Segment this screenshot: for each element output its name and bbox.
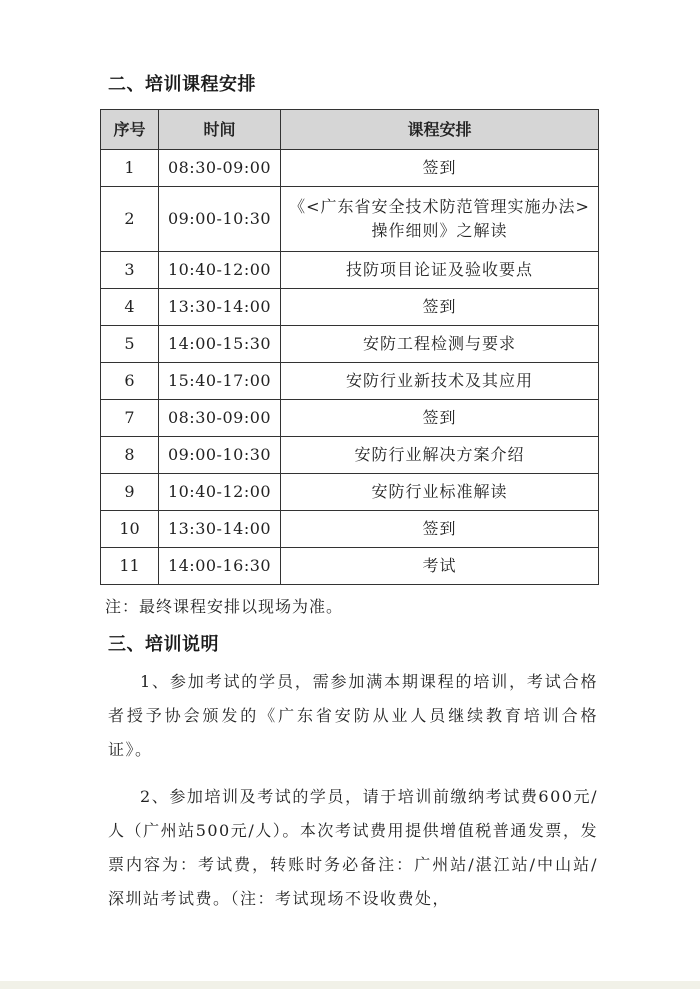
cell-time: 10:40-12:00 (159, 252, 281, 289)
table-row (101, 511, 599, 548)
paragraph-exam-fee: 2、参加培训及考试的学员，请于培训前缴纳考试费600元/人（广州站500元/人）。本次考试费用提供增值税普通发票，发票内容为：考试费，转账时务必备注：广州站/湛江站/中山站/深圳站考试费。（注：考试现场不设收费处， (108, 787, 598, 908)
cell-time: 09:00-10:30 (159, 437, 281, 474)
table-row (101, 289, 599, 326)
cell-time: 15:40-17:00 (159, 363, 281, 400)
section-heading-training-notes: 三、培训说明 (108, 634, 219, 655)
cell-time: 14:00-16:30 (159, 548, 281, 585)
page-bottom-edge (0, 981, 700, 989)
cell-seq: 6 (101, 363, 159, 400)
header-course: 课程安排 (281, 110, 599, 150)
cell-seq: 11 (101, 548, 159, 585)
paragraph-exam-requirement: 1、参加考试的学员，需参加满本期课程的培训，考试合格者授予协会颁发的《广东省安防从业人员继续教育培训合格证》。 (108, 672, 598, 759)
cell-time: 08:30-09:00 (159, 400, 281, 437)
cell-time: 08:30-09:00 (159, 150, 281, 187)
cell-seq: 7 (101, 400, 159, 437)
cell-course: 技防项目论证及验收要点 (281, 252, 599, 289)
cell-course: 安防行业新技术及其应用 (281, 363, 599, 400)
table-row (101, 150, 599, 187)
cell-course: 安防行业标准解读 (281, 474, 599, 511)
cell-seq: 9 (101, 474, 159, 511)
cell-course: 安防工程检测与要求 (281, 326, 599, 363)
cell-time: 09:00-10:30 (159, 187, 281, 252)
table-row (101, 474, 599, 511)
cell-course: 考试 (281, 548, 599, 585)
cell-course: 签到 (281, 150, 599, 187)
cell-seq: 1 (101, 150, 159, 187)
cell-time: 10:40-12:00 (159, 474, 281, 511)
table-header-row (101, 110, 599, 150)
table-row (101, 548, 599, 585)
cell-seq: 4 (101, 289, 159, 326)
cell-time: 13:30-14:00 (159, 511, 281, 548)
table-row (101, 326, 599, 363)
course-schedule-table (100, 109, 599, 585)
cell-seq: 2 (101, 187, 159, 252)
cell-course: 《<广东省安全技术防范管理实施办法>操作细则》之解读 (281, 187, 599, 252)
table-row (101, 437, 599, 474)
cell-seq: 10 (101, 511, 159, 548)
header-seq: 序号 (101, 110, 159, 150)
table-row (101, 363, 599, 400)
cell-course: 签到 (281, 511, 599, 548)
cell-time: 13:30-14:00 (159, 289, 281, 326)
cell-seq: 8 (101, 437, 159, 474)
cell-course: 安防行业解决方案介绍 (281, 437, 599, 474)
schedule-note: 注：最终课程安排以现场为准。 (105, 597, 344, 616)
cell-seq: 3 (101, 252, 159, 289)
cell-course: 签到 (281, 400, 599, 437)
table-row (101, 252, 599, 289)
table-row (101, 400, 599, 437)
cell-seq: 5 (101, 326, 159, 363)
cell-time: 14:00-15:30 (159, 326, 281, 363)
cell-course: 签到 (281, 289, 599, 326)
section-heading-course-schedule: 二、培训课程安排 (108, 74, 256, 95)
table-row (101, 187, 599, 252)
header-time: 时间 (159, 110, 281, 150)
